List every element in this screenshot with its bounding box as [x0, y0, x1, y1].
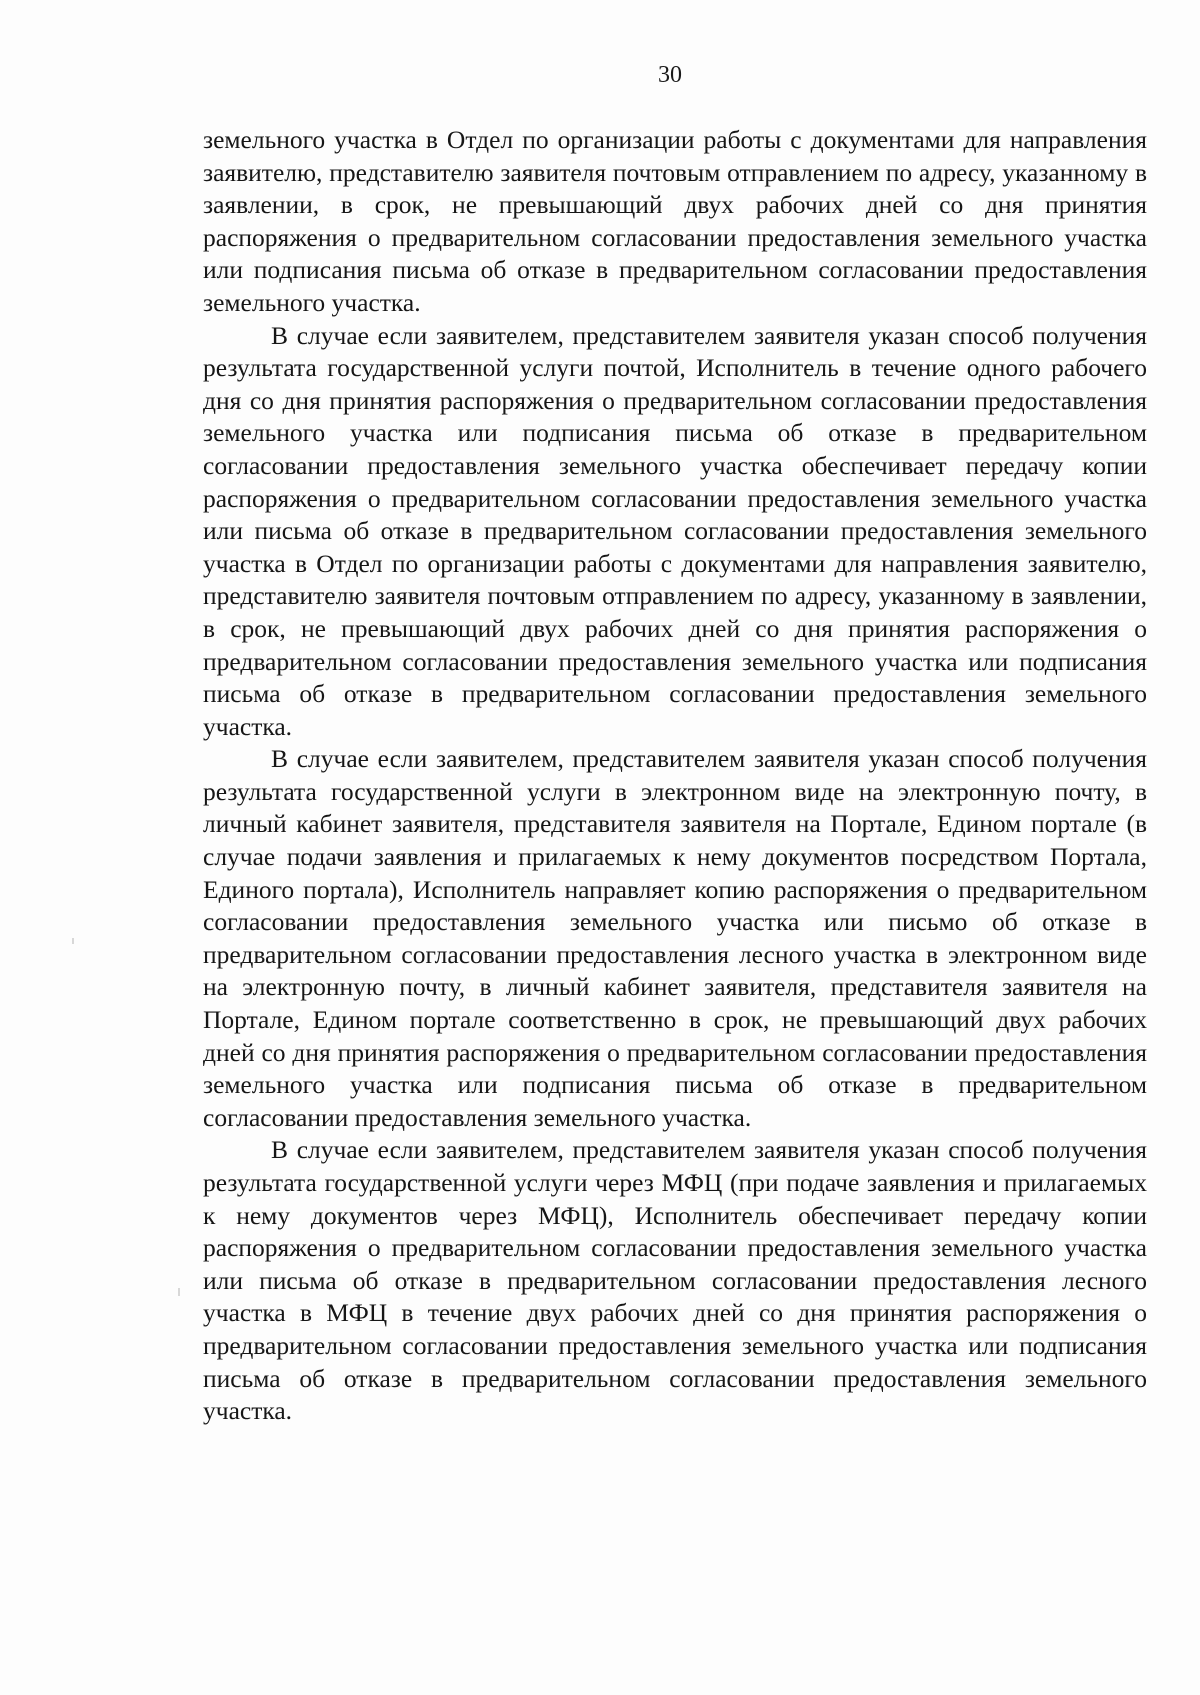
paragraph-3: В случае если заявителем, представителем заявителя указан способ получения результата государственной услуги в электронном виде на электронную почту, в личный кабинет заявителя, представителя заявителя на Портале, Едином портале (в случае подачи заявления и прилагаемых к нему документов посредством Портала, Единого портала), Исполнитель направляет копию распоряжения о предварительном согласовании предоставления земельного участка или письмо об отказе в предварительном согласовании предоставления лесного участка в электронном виде на электронную почту, в личный кабинет заявителя, представителя заявителя на Портале, Едином портале соответственно в срок, не превышающий двух рабочих дней со дня принятия распоряжения о предварительном согласовании предоставления земельного участка или подписания письма об отказе в предварительном согласовании предоставления земельного участка. — [203, 744, 1147, 1132]
paragraph-4: В случае если заявителем, представителем заявителя указан способ получения результата государственной услуги через МФЦ (при подаче заявления и прилагаемых к нему документов через МФЦ), Исполнитель обеспечивает передачу копии распоряжения о предварительном согласовании предоставления земельного участка или письма об отказе в предварительном согласовании предоставления лесного участка в МФЦ в течение двух рабочих дней со дня принятия распоряжения о предварительном согласовании предоставления земельного участка или подписания письма об отказе в предварительном согласовании предоставления земельного участка. — [203, 1135, 1147, 1426]
paragraph-2: В случае если заявителем, представителем заявителя указан способ получения результата государственной услуги почтой, Исполнитель в течение одного рабочего дня со дня принятия распоряжения о предварительном согласовании предоставления земельного участка или подписания письма об отказе в предварительном согласовании предоставления земельного участка обеспечивает передачу копии распоряжения о предварительном согласовании предоставления земельного участка или письма об отказе в предварительном согласовании предоставления земельного участка в Отдел по организации работы с документами для направления заявителю, представителю заявителя почтовым отправлением по адресу, указанному в заявлении, в срок, не превышающий двух рабочих дней со дня принятия распоряжения о предварительном согласовании предоставления земельного участка или подписания письма об отказе в предварительном согласовании предоставления земельного участка. — [203, 320, 1147, 741]
paragraph-1: земельного участка в Отдел по организации работы с документами для направления заявителю, представителю заявителя почтовым отправлением по адресу, указанному в заявлении, в срок, не превышающий двух рабочих дней со дня принятия распоряжения о предварительном согласовании предоставления земельного участка или подписания письма об отказе в предварительном согласовании предоставления земельного участка. — [203, 125, 1147, 317]
document-body — [203, 124, 1147, 1428]
scan-artifact — [178, 1288, 180, 1296]
page-number: 30 — [658, 62, 682, 88]
scan-artifact — [72, 938, 74, 944]
